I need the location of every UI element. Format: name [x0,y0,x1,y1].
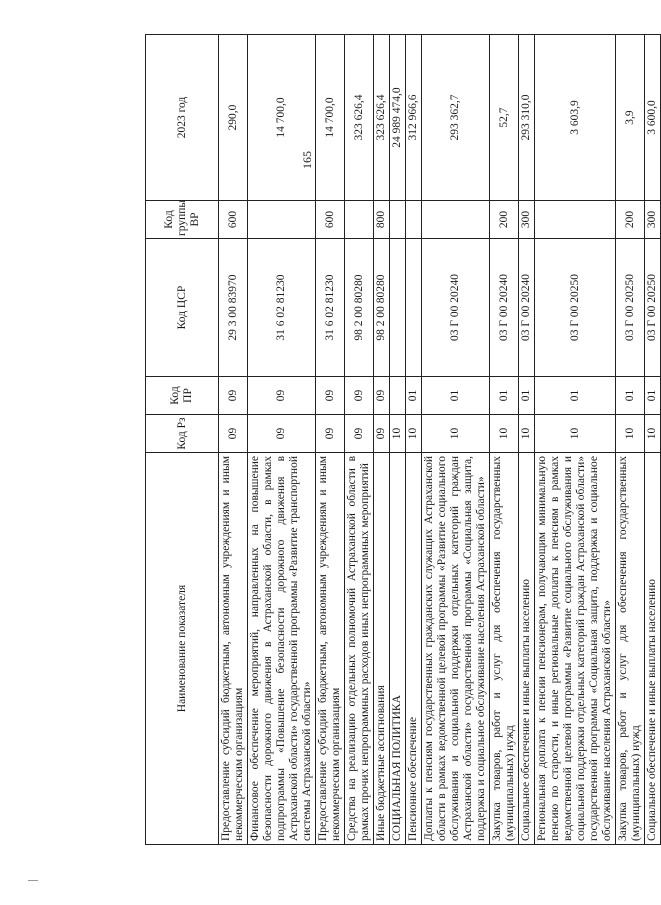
row-pr: 01 [422,377,490,415]
row-rz: 10 [390,415,406,453]
row-csr [390,239,406,377]
row-value: 290,0 [219,35,248,201]
row-value: 3 603,9 [535,35,616,201]
row-rz: 10 [422,415,490,453]
row-name: Средства на реализацию отдельных полномочий Астраханской области в рамках прочих непрограммных расходов иных непрограммных мероприятий [345,453,374,845]
row-vr [406,201,422,239]
row-vr [390,201,406,239]
row-value: 14 700,0 [248,35,316,201]
row-rz: 10 [616,415,645,453]
row-vr: 300 [645,201,661,239]
table-row [645,35,661,845]
row-pr: 09 [316,377,345,415]
row-name: Социальное обеспечение и иные выплаты населению [645,453,661,845]
row-pr: 01 [645,377,661,415]
row-value: 24 989 474,0 [390,35,406,201]
row-name: Иные бюджетные ассигнования [374,453,390,845]
table-header-row [146,35,219,845]
row-value: 312 966,6 [406,35,422,201]
table-row [248,35,316,845]
row-rz: 10 [490,415,519,453]
row-name: СОЦИАЛЬНАЯ ПОЛИТИКА [390,453,406,845]
header-rz: Код Рз [146,415,219,453]
row-csr: 03 Г 00 20240 [519,239,535,377]
row-pr: 01 [616,377,645,415]
table-row [390,35,406,845]
row-csr: 31 6 02 81230 [248,239,316,377]
row-rz: 10 [519,415,535,453]
row-csr: 29 3 00 83970 [219,239,248,377]
table-row [422,35,490,845]
row-csr: 03 Г 00 20250 [535,239,616,377]
row-pr: 01 [406,377,422,415]
budget-table [145,34,661,845]
row-value: 293 310,0 [519,35,535,201]
row-csr: 31 6 02 81230 [316,239,345,377]
budget-table-rotated [145,35,658,845]
row-rz: 09 [345,415,374,453]
row-vr: 200 [616,201,645,239]
row-pr [390,377,406,415]
row-pr: 01 [535,377,616,415]
row-value: 323 626,4 [374,35,390,201]
page-number: 165 [300,151,314,169]
row-vr [248,201,316,239]
row-vr [535,201,616,239]
row-rz: 10 [645,415,661,453]
row-value: 14 700,0 [316,35,345,201]
row-pr: 09 [248,377,316,415]
row-name: Социальное обеспечение и иные выплаты населению [519,453,535,845]
row-rz: 10 [406,415,422,453]
row-value: 52,7 [490,35,519,201]
table-row [519,35,535,845]
row-name: Предоставление субсидий бюджетным, автономным учреждениям и иным некоммерческим организациям [316,453,345,845]
row-vr [345,201,374,239]
table-row [535,35,616,845]
table-row [616,35,645,845]
row-rz: 10 [535,415,616,453]
row-csr: 98 2 00 80280 [374,239,390,377]
row-rz: 09 [219,415,248,453]
row-name: Закупка товаров, работ и услуг для обеспечения государственных (муниципальных) нужд [616,453,645,845]
header-csr: Код ЦСР [146,239,219,377]
header-name: Наименование показателя [146,453,219,845]
header-vr: Код группы ВР [146,201,219,239]
table-row [219,35,248,845]
row-name: Закупка товаров, работ и услуг для обеспечения государственных (муниципальных) нужд [490,453,519,845]
table-row [406,35,422,845]
row-pr: 09 [345,377,374,415]
row-name: Доплаты к пенсиям государственных гражданских служащих Астраханской области в рамках ведомственной целевой программы «Развитие социального обслуживания и социальной поддержки отдельных категорий граждан Астраханской области» государственной программы «Социальная защита, поддержка и социальное обслуживание населения Астраханской области» [422,453,490,845]
row-csr: 03 Г 00 20240 [422,239,490,377]
row-csr: 98 2 00 80280 [345,239,374,377]
table-row [316,35,345,845]
row-pr: 01 [490,377,519,415]
scan-artifact [28,880,38,881]
table-row [374,35,390,845]
row-csr: 03 Г 00 20250 [616,239,645,377]
table-row [490,35,519,845]
row-name: Пенсионное обеспечение [406,453,422,845]
row-value: 3 600,0 [645,35,661,201]
row-rz: 09 [248,415,316,453]
row-csr: 03 Г 00 20250 [645,239,661,377]
row-vr [422,201,490,239]
row-vr: 600 [219,201,248,239]
row-value: 293 362,7 [422,35,490,201]
row-vr: 600 [316,201,345,239]
table-row [345,35,374,845]
row-csr [406,239,422,377]
row-value: 3,9 [616,35,645,201]
row-vr: 800 [374,201,390,239]
row-name: Региональная доплата к пенсии пенсионерам, получающим минимальную пенсию по старости, и иные региональные доплаты к пенсиям в рамках ведомственной целевой программы «Развитие социального обслуживания и социальной поддержки отдельных категорий граждан Астраханской области» государственной программы «Социальная защита, поддержка и социальное обслуживание населения Астраханской области» [535,453,616,845]
row-name: Финансовое обеспечение мероприятий, направленных на повышение безопасности дорожного движения в Астраханской области, в рамках подпрограммы «Повышение безопасности дорожного движения в Астраханской области» государственной программы «Развитие транспортной системы Астраханской области» [248,453,316,845]
row-vr: 300 [519,201,535,239]
row-pr: 09 [219,377,248,415]
row-vr: 200 [490,201,519,239]
row-value: 323 626,4 [345,35,374,201]
row-pr: 09 [374,377,390,415]
row-pr: 01 [519,377,535,415]
header-pr: Код ПР [146,377,219,415]
row-csr: 03 Г 00 20240 [490,239,519,377]
row-rz: 09 [316,415,345,453]
header-value: 2023 год [146,35,219,201]
row-name: Предоставление субсидий бюджетным, автономным учреждениям и иным некоммерческим организациям [219,453,248,845]
row-rz: 09 [374,415,390,453]
